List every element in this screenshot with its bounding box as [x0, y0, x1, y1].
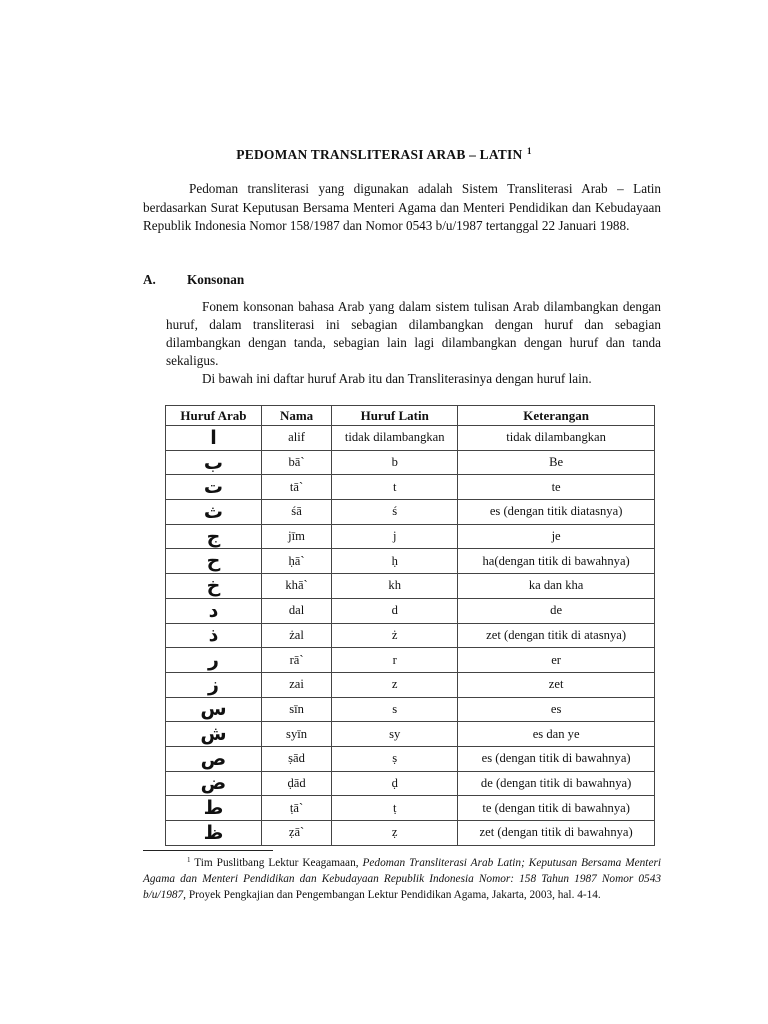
list-note-text: Di bawah ini daftar huruf Arab itu dan Transliterasinya dengan huruf lain.	[202, 371, 592, 386]
table-row	[166, 574, 655, 599]
cell-nama: ḥā`	[261, 549, 331, 574]
table-body	[166, 426, 655, 846]
table-row	[166, 623, 655, 648]
cell-keterangan: te	[458, 475, 655, 500]
section-heading	[143, 272, 244, 288]
cell-huruf-latin: r	[332, 648, 458, 673]
table-row	[166, 796, 655, 821]
table-row	[166, 500, 655, 525]
table-row	[166, 549, 655, 574]
cell-nama: rā`	[261, 648, 331, 673]
cell-nama: ṣād	[261, 746, 331, 771]
cell-huruf-latin: z	[332, 672, 458, 697]
cell-huruf-latin: ḥ	[332, 549, 458, 574]
cell-huruf-arab: ذ	[166, 623, 262, 648]
cell-keterangan: ha(dengan titik di bawahnya)	[458, 549, 655, 574]
table-header-row	[166, 406, 655, 426]
cell-huruf-latin: b	[332, 450, 458, 475]
cell-keterangan: es	[458, 697, 655, 722]
intro-text: Pedoman transliterasi yang digunakan adalah Sistem Transliterasi Arab – Latin berdasarkan Surat Keputusan Bersama Menteri Agama dan Menteri Pendidikan dan Kebudayaan Republik Indonesia Nomor 158/1987 dan Nomor 0543 b/u/1987 tertanggal 22 Januari 1988.	[143, 181, 661, 233]
table-row	[166, 746, 655, 771]
intro-paragraph	[143, 180, 661, 236]
table-row	[166, 697, 655, 722]
footnote-marker: 1	[187, 856, 191, 864]
cell-huruf-arab: ج	[166, 524, 262, 549]
cell-huruf-arab: ص	[166, 746, 262, 771]
cell-huruf-arab: د	[166, 598, 262, 623]
table-row	[166, 771, 655, 796]
cell-huruf-latin: ḍ	[332, 771, 458, 796]
footnote	[143, 853, 661, 903]
cell-huruf-arab: س	[166, 697, 262, 722]
cell-keterangan: te (dengan titik di bawahnya)	[458, 796, 655, 821]
cell-nama: zai	[261, 672, 331, 697]
cell-huruf-arab: ض	[166, 771, 262, 796]
cell-keterangan: tidak dilambangkan	[458, 426, 655, 451]
cell-nama: dal	[261, 598, 331, 623]
cell-huruf-latin: j	[332, 524, 458, 549]
konsonan-paragraph	[166, 298, 661, 370]
cell-huruf-arab: ز	[166, 672, 262, 697]
footnote-title: Pedoman Transliterasi Arab Latin; Keputusan Bersama Menteri Agama dan Menteri Pendidikan dan Kebudayaan Republik Indonesia Nomor: 158 Tahun 1987 Nomor 0543 b/u/1987,	[143, 857, 661, 901]
header-keterangan: Keterangan	[458, 406, 655, 426]
table-row	[166, 524, 655, 549]
cell-keterangan: Be	[458, 450, 655, 475]
cell-huruf-latin: ṣ	[332, 746, 458, 771]
cell-nama: ḍād	[261, 771, 331, 796]
cell-huruf-latin: t	[332, 475, 458, 500]
cell-keterangan: je	[458, 524, 655, 549]
cell-nama: bā`	[261, 450, 331, 475]
cell-huruf-arab: ر	[166, 648, 262, 673]
table-row	[166, 450, 655, 475]
cell-nama: ṭā`	[261, 796, 331, 821]
cell-keterangan: es (dengan titik diatasnya)	[458, 500, 655, 525]
cell-huruf-arab: ظ	[166, 821, 262, 846]
cell-huruf-latin: kh	[332, 574, 458, 599]
footnote-publisher: Proyek Pengkajian dan Pengembangan Lektur Pendidikan Agama, Jakarta, 2003, hal. 4-14.	[188, 888, 601, 901]
cell-huruf-arab: خ	[166, 574, 262, 599]
section-letter: A.	[143, 272, 156, 287]
cell-huruf-arab: ا	[166, 426, 262, 451]
cell-keterangan: zet (dengan titik di bawahnya)	[458, 821, 655, 846]
cell-huruf-latin: sy	[332, 722, 458, 747]
cell-huruf-latin: tidak dilambangkan	[332, 426, 458, 451]
cell-nama: alif	[261, 426, 331, 451]
cell-huruf-arab: ث	[166, 500, 262, 525]
cell-huruf-arab: ت	[166, 475, 262, 500]
cell-keterangan: ka dan kha	[458, 574, 655, 599]
cell-huruf-latin: ś	[332, 500, 458, 525]
cell-huruf-latin: ż	[332, 623, 458, 648]
cell-nama: khā`	[261, 574, 331, 599]
cell-keterangan: es (dengan titik di bawahnya)	[458, 746, 655, 771]
cell-keterangan: zet (dengan titik di atasnya)	[458, 623, 655, 648]
list-note	[166, 370, 661, 388]
konsonan-text: Fonem konsonan bahasa Arab yang dalam sistem tulisan Arab dilambangkan dengan huruf, dalam transliterasi ini sebagian dilambangkan dengan huruf dan sebagian dilambangkan dengan tanda, sebagian lain lagi dilambangkan dengan huruf dan tanda sekaligus.	[166, 299, 661, 368]
page-title	[0, 146, 768, 163]
header-huruf-latin: Huruf Latin	[332, 406, 458, 426]
footnote-divider	[143, 850, 273, 851]
cell-huruf-arab: ش	[166, 722, 262, 747]
cell-huruf-latin: s	[332, 697, 458, 722]
table-row	[166, 598, 655, 623]
title-footnote-ref: 1	[526, 146, 532, 156]
cell-nama: ẓā`	[261, 821, 331, 846]
cell-nama: syīn	[261, 722, 331, 747]
transliteration-table	[165, 405, 655, 846]
cell-nama: sīn	[261, 697, 331, 722]
cell-nama: żal	[261, 623, 331, 648]
cell-keterangan: er	[458, 648, 655, 673]
cell-nama: jīm	[261, 524, 331, 549]
header-huruf-arab: Huruf Arab	[166, 406, 262, 426]
title-text: PEDOMAN TRANSLITERASI ARAB – LATIN	[236, 147, 523, 162]
cell-huruf-arab: ب	[166, 450, 262, 475]
cell-nama: tā`	[261, 475, 331, 500]
footnote-author: Tim Puslitbang Lektur Keagamaan,	[194, 857, 359, 869]
cell-keterangan: de	[458, 598, 655, 623]
table-row	[166, 821, 655, 846]
header-nama: Nama	[261, 406, 331, 426]
cell-huruf-latin: d	[332, 598, 458, 623]
cell-huruf-arab: ط	[166, 796, 262, 821]
cell-huruf-latin: ṭ	[332, 796, 458, 821]
table-row	[166, 722, 655, 747]
cell-keterangan: es dan ye	[458, 722, 655, 747]
cell-keterangan: zet	[458, 672, 655, 697]
table-row	[166, 648, 655, 673]
cell-huruf-latin: ẓ	[332, 821, 458, 846]
table-row	[166, 426, 655, 451]
table-row	[166, 475, 655, 500]
table-row	[166, 672, 655, 697]
cell-nama: śā	[261, 500, 331, 525]
section-title: Konsonan	[187, 272, 245, 287]
cell-huruf-arab: ح	[166, 549, 262, 574]
cell-keterangan: de (dengan titik di bawahnya)	[458, 771, 655, 796]
